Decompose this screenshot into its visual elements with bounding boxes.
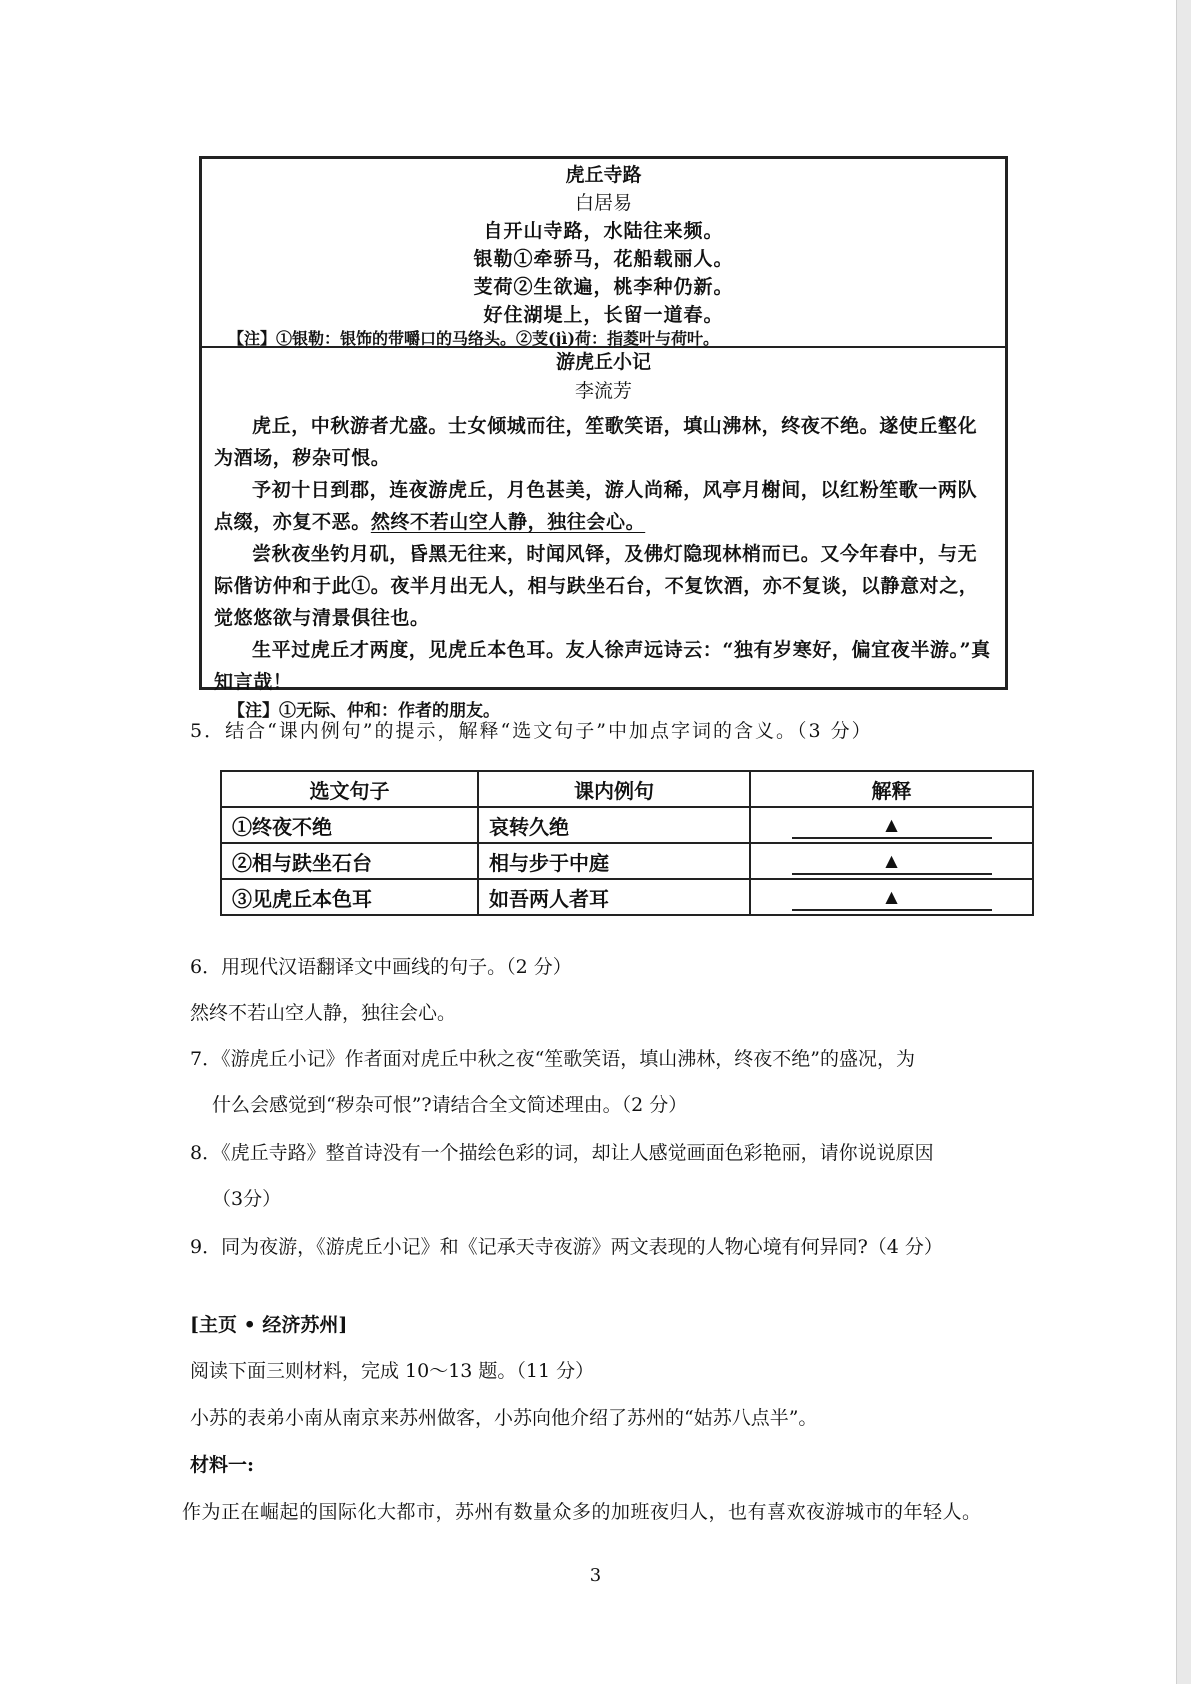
article-paragraph xyxy=(202,474,1005,538)
triangle-marker: ▲ xyxy=(885,851,898,870)
poem-line: 银勒①牵骄马，花船载丽人。 xyxy=(473,248,734,270)
table-cell-sentence: ②相与趺坐石台 xyxy=(221,843,478,879)
underlined-sentence: 然终不若山空人静，独往会心。 xyxy=(370,511,646,533)
material-1-text: 作为正在崛起的国际化大都市，苏州有数量众多的加班夜归人，也有喜欢夜游城市的年轻人。 xyxy=(182,1501,982,1523)
answer-blank[interactable] xyxy=(792,811,992,839)
triangle-marker: ▲ xyxy=(885,887,898,906)
page-number: 3 xyxy=(589,1565,602,1586)
material-1-label: 材料一: xyxy=(190,1454,255,1476)
question-6-sentence: 然终不若山空人静，独往会心。 xyxy=(190,1002,457,1024)
poem-section xyxy=(202,159,1005,346)
poem-author: 白居易 xyxy=(574,192,632,214)
article-paragraph: 生平过虎丘才两度，见虎丘本色耳。友人徐声远诗云：“独有岁寒好，偏宜夜半游。”真知言哉！ xyxy=(214,639,991,693)
article-title: 游虎丘小记 xyxy=(555,351,651,373)
question-8: 8．《虎丘寺路》整首诗没有一个描绘色彩的词，却让人感觉画面色彩艳丽，请你说说原因 xyxy=(190,1142,934,1164)
section-context: 小苏的表弟小南从南京来苏州做客，小苏向他介绍了苏州的“姑苏八点半”。 xyxy=(190,1407,818,1429)
article-paragraph: 虎丘，中秋游者尤盛。士女倾城而往，笙歌笑语，填山沸林，终夜不绝。遂使丘壑化为酒场，秽杂可恨。 xyxy=(214,415,978,469)
question-7: 7．《游虎丘小记》作者面对虎丘中秋之夜“笙歌笑语，填山沸林，终夜不绝”的盛况，为 xyxy=(190,1048,916,1070)
question-8-cont: （3分） xyxy=(212,1188,282,1210)
reading-frame xyxy=(199,156,1008,721)
poem-note: 【注】①银勒：银饰的带嚼口的马络头。②芰(jì)荷：指菱叶与荷叶。 xyxy=(228,329,720,348)
question-5: 5．结合“课内例句”的提示，解释“选文句子”中加点字词的含义。（3 分） xyxy=(190,720,873,742)
section-heading: [主页 • 经济苏州] xyxy=(190,1314,348,1336)
article-note: 【注】①无际、仲和：作者的朋友。 xyxy=(228,701,500,721)
answer-blank[interactable] xyxy=(792,883,992,911)
table-cell-answer[interactable] xyxy=(750,843,1033,879)
table-row xyxy=(221,843,1033,879)
table-header: 解释 xyxy=(750,771,1033,807)
table-header: 选文句子 xyxy=(221,771,478,807)
table-cell-answer[interactable] xyxy=(750,879,1033,915)
section-intro: 阅读下面三则材料，完成 10～13 题。（11 分） xyxy=(190,1360,595,1382)
triangle-marker: ▲ xyxy=(885,815,898,834)
page-edge xyxy=(1176,0,1191,1684)
table-cell-example: 哀转久绝 xyxy=(478,807,750,843)
paragraph-text: 予初十日到郡，连夜游虎丘，月色甚美，游人尚稀，风亭月榭间，以红粉笙歌一两队点缀，亦复不恶。 xyxy=(214,479,978,533)
table-cell-sentence: ③见虎丘本色耳 xyxy=(221,879,478,915)
article-author: 李流芳 xyxy=(574,380,632,402)
table-row xyxy=(221,879,1033,915)
table-header: 课内例句 xyxy=(478,771,750,807)
article-paragraph: 尝秋夜坐钓月矶，昏黑无往来，时闻风铎，及佛灯隐现林梢而已。又今年春中，与无际偕访仲和于此①。夜半月出无人，相与趺坐石台，不复饮酒，亦不复谈，以静意对之，觉悠悠欲与清景俱往也。 xyxy=(214,543,979,629)
poem-title: 虎丘寺路 xyxy=(565,164,642,186)
table-header-row xyxy=(221,771,1033,807)
question-9: 9．同为夜游，《游虎丘小记》和《记承天寺夜游》两文表现的人物心境有何异同?（4 分） xyxy=(190,1236,943,1258)
poem-line: 自开山寺路，水陆往来频。 xyxy=(483,220,724,242)
question-6: 6．用现代汉语翻译文中画线的句子。（2 分） xyxy=(190,956,572,978)
table-row xyxy=(221,807,1033,843)
table-cell-answer[interactable] xyxy=(750,807,1033,843)
explanation-table xyxy=(220,770,1034,916)
answer-blank[interactable] xyxy=(792,847,992,875)
article-section xyxy=(202,348,1005,721)
table-cell-sentence: ①终夜不绝 xyxy=(221,807,478,843)
table-cell-example: 相与步于中庭 xyxy=(478,843,750,879)
question-7-cont: 什么会感觉到“秽杂可恨”?请结合全文简述理由。（2 分） xyxy=(212,1094,688,1116)
poem-line: 好住湖堤上，长留一道春。 xyxy=(483,304,724,326)
table-cell-example: 如吾两人者耳 xyxy=(478,879,750,915)
poem-line: 芰荷②生欲遍，桃李种仍新。 xyxy=(473,276,734,298)
